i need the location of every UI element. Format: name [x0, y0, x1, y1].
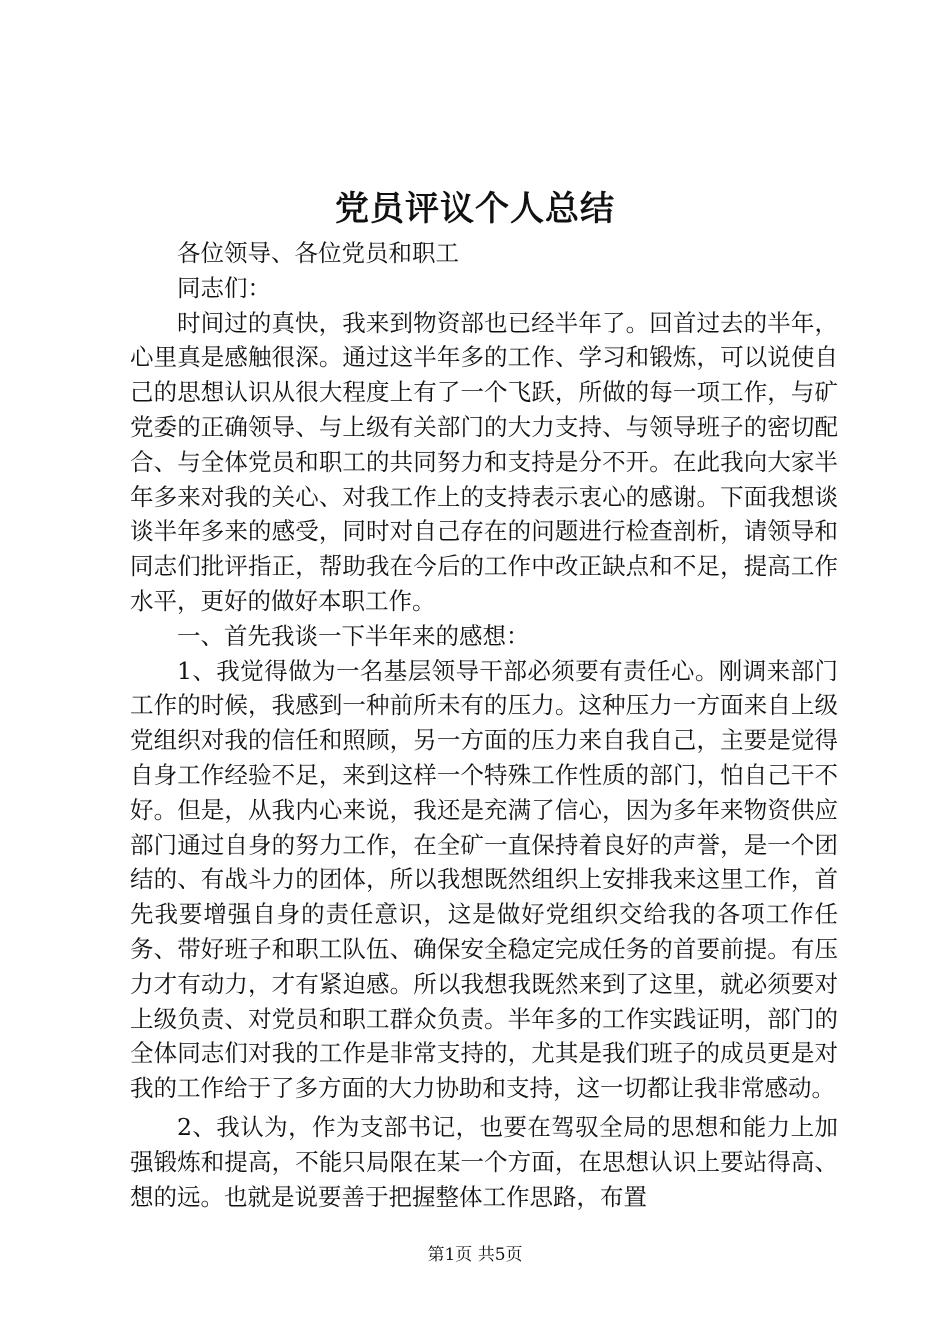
section-heading: 一、首先我谈一下半年来的感想：	[177, 621, 530, 650]
page-footer: 第1页 共5页	[427, 1245, 523, 1265]
body-paragraph: 时间过的真快，我来到物资部也已经半年了。回首过去的半年，心里真是感触很深。通过这半年多的工作、学习和锻炼，可以说使自己的思想认识从很大程度上有了一个飞跃，所做的每一项工作，与矿党委的正确领导、与上级有关部门的大力支持、与领导班子的密切配合、与全体党员和职工的共同努力和支持是分不开。在此我向大家半年多来对我的关心、对我工作上的支持表示衷心的感谢。下面我想谈谈半年多来的感受，同时对自己存在的问题进行检查剖析，请领导和同志们批评指正，帮助我在今后的工作中改正缺点和不足，提高工作水平，更好的做好本职工作。	[130, 308, 838, 615]
document-body	[130, 236, 838, 1214]
page-title: 党员评议个人总结	[335, 189, 615, 229]
salutation-line: 同志们：	[177, 273, 271, 302]
body-paragraph: 1、我觉得做为一名基层领导干部必须要有责任心。刚调来部门工作的时候，我感到一种前所未有的压力。这种压力一方面来自上级党组织对我的信任和照顾，另一方面的压力来自我自己，主要是觉得自身工作经验不足，来到这样一个特殊工作性质的部门，怕自己干不好。但是，从我内心来说，我还是充满了信心，因为多年来物资供应部门通过自身的努力工作，在全矿一直保持着良好的声誉，是一个团结的、有战斗力的团体，所以我想既然组织上安排我来这里工作，首先我要增强自身的责任意识，这是做好党组织交给我的各项工作任务、带好班子和职工队伍、确保安全稳定完成任务的首要前提。有压力才有动力，才有紧迫感。所以我想我既然来到了这里，就必须要对上级负责、对党员和职工群众负责。半年多的工作实践证明，部门的全体同志们对我的工作是非常支持的，尤其是我们班子的成员更是对我的工作给于了多方面的大力协助和支持，这一切都让我非常感动。	[130, 656, 838, 1103]
salutation-line: 各位领导、各位党员和职工	[177, 239, 459, 267]
body-paragraph: 2、我认为，作为支部书记，也要在驾驭全局的思想和能力上加强锻炼和提高，不能只局限在某一个方面，在思想认识上要站得高、想的远。也就是说要善于把握整体工作思路，布置	[130, 1112, 838, 1211]
